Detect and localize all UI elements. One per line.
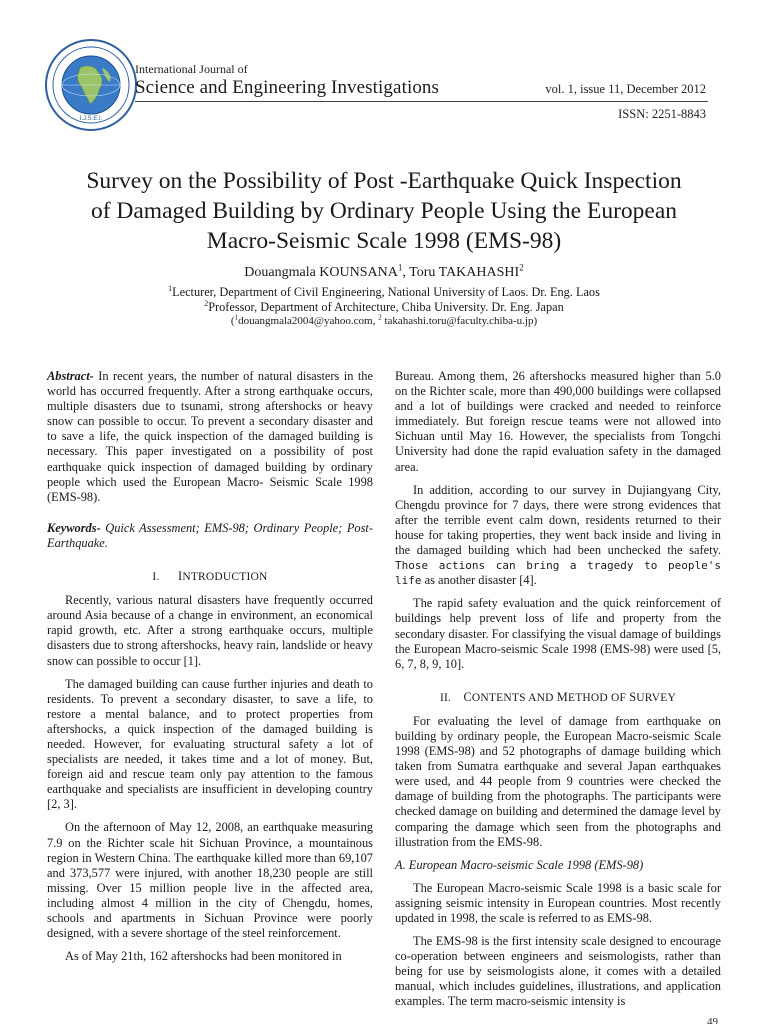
- paper-title: [40, 166, 728, 256]
- author-superscript: 2: [519, 262, 524, 273]
- email-superscript: 2: [378, 313, 382, 322]
- section-number: I.: [152, 571, 160, 584]
- paragraph: On the afternoon of May 12, 2008, an earthquake measuring 7.9 on the Richter scale hit Sichuan Province, a mountainous region in Western China. The earthquake killed more than 69,107 and 373,577 were injured, with another 18,230 people are still missing. Over 15 million people live in the affected area, including almost 4 million in the city of Chengdu, homes, schools and apartments in Sichuan Province were poorly designed, with a severe shortage of the steel reinforcement.: [47, 820, 373, 941]
- section-title-initial: I: [177, 569, 183, 584]
- journal-name: Science and Engineering Investigations: [135, 77, 440, 98]
- section-title-rest: URVEY: [636, 691, 676, 704]
- keywords-label: Keywords-: [47, 520, 101, 535]
- abstract: [47, 369, 373, 505]
- paragraph-text-mono: Those actions can bring a tragedy to people's life: [395, 559, 721, 588]
- email-link[interactable]: douangmala2004@yahoo.com,: [238, 315, 379, 327]
- affiliation: [0, 300, 768, 315]
- section-title-initial: C: [463, 689, 472, 704]
- section-title-rest: ONTENTS AND: [471, 691, 557, 704]
- email-paren: (: [230, 315, 235, 327]
- section-title-initial: M: [556, 689, 568, 704]
- globe-seal-icon: [44, 38, 138, 132]
- section-title-initial: S: [629, 689, 637, 704]
- page-number: 49: [707, 1016, 718, 1024]
- section-title-rest: ETHOD OF: [567, 691, 630, 704]
- section-heading-contents-method: [395, 690, 721, 706]
- paragraph: Recently, various natural disasters have frequently occurred around Asia because of a change in environment, an economical rapid growth, etc. After a strong earthquake occurs, multiple disasters due to strong aftershocks, heavy rain, landslide or heavy snow can possible to occur [1].: [47, 593, 373, 668]
- affiliation: [0, 285, 768, 300]
- author-name: Toru TAKAHASHI: [409, 265, 520, 280]
- issn: ISSN: 2251-8843: [618, 107, 706, 121]
- affiliation-text: Professor, Department of Architecture, Chiba University. Dr. Eng. Japan: [208, 300, 564, 314]
- journal-logo: [44, 38, 138, 132]
- title-line: Survey on the Possibility of Post -Earthquake Quick Inspection: [86, 168, 682, 194]
- title-line: Macro-Seismic Scale 1998 (EMS-98): [206, 228, 562, 254]
- paragraph: Bureau. Among them, 26 aftershocks measured higher than 5.0 on the Richter scale, more than 490,000 buildings were collapsed and a lot of buildings were cracked and needed to reinforce immediately. But foreign rescue teams were not allowed into Sichuan until May 16. However, the specialists from Tongchi University had done the rapid evaluation safety in the damaged area.: [395, 369, 721, 474]
- author-superscript: 1: [397, 262, 403, 273]
- author-name: Douangmala KOUNSANA: [244, 265, 398, 280]
- paragraph: For evaluating the level of damage from earthquake on building by ordinary people, the European Macro-seismic Scale 1998 (EMS-98) and 52 photographs of damage building which taken from Sumatra earthquake and several Japan earthquakes were used, and 44 people from 9 countries were checked the damage of building from the photographs. The participants were checked damage on building and determined the damage level by comparing the damage which seen from the photographs and illustration from the EMS-98.: [395, 713, 721, 849]
- email-link[interactable]: takahashi.toru@faculty.chiba-u.jp): [381, 315, 538, 327]
- email-superscript: 1: [234, 313, 239, 322]
- paragraph: As of May 21th, 162 aftershocks had been monitored in: [65, 949, 342, 964]
- author-separator: ,: [402, 265, 410, 280]
- section-title-rest: NTRODUCTION: [182, 571, 268, 584]
- paragraph: [395, 483, 721, 589]
- left-column: [47, 369, 373, 972]
- paragraph: The damaged building can cause further injuries and death to residents. To prevent a secondary disaster, to save a life, to restore a mental balance, and to protect properties from aftershocks, a quick inspection of the damaged building is needed. However, for evaluating structural safety a lot of specialists are needed, it takes time and a lot of money. But, foreign aid and rescue team only pay attention to the famous earthquake and specialists are insufficient in developing country [2, 3].: [47, 676, 373, 812]
- keywords-text: Quick Assessment; EMS-98; Ordinary People; Post-Earthquake.: [47, 520, 373, 550]
- paragraph: The EMS-98 is the first intensity scale designed to encourage co-operation between engineers and seismologists, rather than being for use by seismologists alone, it comes with a detailed manual, which includes guidelines, illustrations, and application examples. The term macro-seismic intensity is: [395, 934, 721, 1009]
- journal-prefix: International Journal of: [135, 62, 248, 76]
- subsection-heading: A. European Macro-seismic Scale 1998 (EMS-98): [395, 857, 644, 872]
- section-heading-introduction: [47, 569, 373, 585]
- paragraph-text: as another disaster [4].: [421, 573, 537, 588]
- section-number: II.: [440, 691, 452, 704]
- affiliation-superscript: 1: [168, 283, 173, 293]
- paragraph-text: In addition, according to our survey in Dujiangyang City, Chengdu province for 7 days, there were strong evidences that after the terrible event calm down, residents returned to their house for taking properties, they went back inside and living in the damaged building which had been unchecked the safety.: [395, 482, 721, 558]
- author-list: [0, 262, 768, 281]
- paragraph: The rapid safety evaluation and the quick reinforcement of buildings help prevent loss of life and property from the secondary disaster. For classifying the visual damage of buildings the European Macro-seismic Scale 1998 (EMS-98) were used [5, 6, 7, 8, 9, 10].: [395, 596, 721, 671]
- keywords: [47, 521, 373, 551]
- volume-info: vol. 1, issue 11, December 2012: [545, 82, 706, 96]
- paragraph: The European Macro-seismic Scale 1998 is a basic scale for assigning seismic intensity in European countries. Most recently updated in 1998, the scale is referred to as EMS-98.: [395, 880, 721, 925]
- affiliation-text: Lecturer, Department of Civil Engineering, National University of Laos. Dr. Eng. Laos: [172, 285, 600, 299]
- right-column: [395, 369, 721, 1018]
- abstract-text: In recent years, the number of natural disasters in the world has occurred frequently. After a strong earthquake occurs, multiple disasters due to tsunami, strong aftershocks or heavy snow can possible to occur. To prevent a secondary disaster and to save a life, the quick inspection of the damaged building is necessary. This paper investigated on a possibility of post earthquake quick inspection of damaged building by ordinary people which used the European Macro- Seismic Scale 1998 (EMS-98).: [47, 369, 373, 504]
- affiliation-superscript: 2: [204, 298, 209, 308]
- title-line: of Damaged Building by Ordinary People Using the European: [90, 198, 678, 224]
- header-divider: [135, 101, 708, 102]
- abstract-label: Abstract-: [47, 369, 94, 383]
- svg-text:I.J.S.E.I.: I.J.S.E.I.: [79, 116, 103, 122]
- author-emails: [0, 315, 768, 327]
